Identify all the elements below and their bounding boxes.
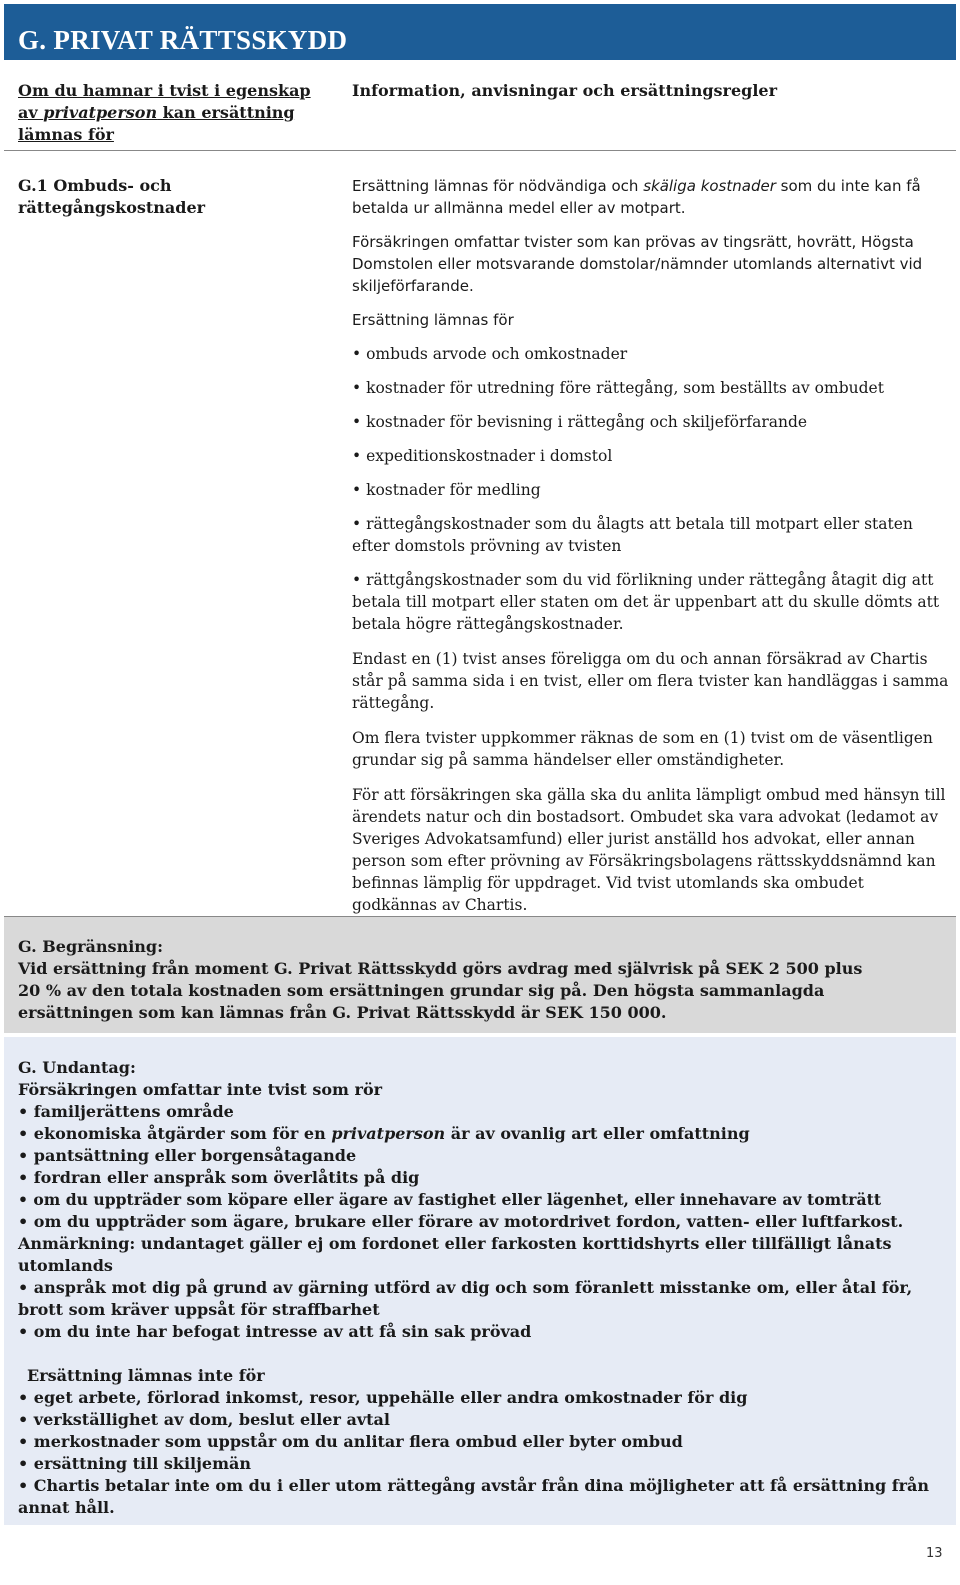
exclusion-item: • om du inte har befogat intresse av att få sin sak prövad — [18, 1322, 532, 1341]
paragraph-covered-intro: Ersättning lämnas för — [352, 311, 514, 329]
emphasis: skäliga kostnader — [643, 177, 776, 195]
list-item: • ombuds arvode och omkostnader — [352, 345, 628, 363]
not-covered-heading: Ersättning lämnas inte för — [27, 1366, 265, 1385]
not-covered-item: • verkställighet av dom, beslut eller avtal — [18, 1410, 390, 1429]
text: • ekonomiska åtgärder som för en — [18, 1124, 332, 1143]
page-number: 13 — [926, 1546, 943, 1561]
limitation-line: ersättningen som kan lämnas från G. Privat Rättsskydd är SEK 150 000. — [18, 1003, 667, 1022]
exclusion-item: • om du uppträder som köpare eller ägare av fastighet eller lägenhet, eller innehavare av tomträtt — [18, 1190, 882, 1209]
not-covered-item: • eget arbete, förlorad inkomst, resor, uppehälle eller andra omkostnader för dig — [18, 1388, 748, 1407]
paragraph-representative: För att försäkringen ska gälla ska du anlita lämpligt ombud med hänsyn till ärendets natur och din bostadsort. Ombudet ska vara advokat (ledamot av Sveriges Advokatsamfund) eller jurist anställd hos advokat, eller annan person som efter prövning av Försäkringsbolagens rättsskyddsnämnd kan befinnas lämplig för uppdraget. Vid tvist utomlands ska ombudet godkännas av Chartis. — [352, 786, 946, 914]
text: Ersättning lämnas för nödvändiga och — [352, 177, 644, 195]
section-heading — [18, 175, 278, 219]
divider-top — [4, 150, 956, 151]
exclusions-box — [4, 1037, 956, 1525]
section-heading-line: G.1 Ombuds- och — [18, 176, 172, 195]
text: som du inte kan få betalda ur allmänna medel eller av motpart. — [352, 177, 921, 217]
not-covered-item: • merkostnader som uppstår om du anlitar flera ombud eller byter ombud — [18, 1432, 683, 1451]
exclusions-intro: Försäkringen omfattar inte tvist som rör — [18, 1080, 383, 1099]
section-heading-line: rättegångskostnader — [18, 198, 206, 217]
list-item: • kostnader för medling — [352, 481, 541, 499]
spacer — [18, 1343, 956, 1365]
exclusion-item: • anspråk mot dig på grund av gärning utförd av dig och som föranlett misstanke om, eller åtal för, brott som kräver uppsåt för straffbarhet — [18, 1278, 913, 1319]
not-covered-item: • Chartis betalar inte om du i eller utom rättegång avstår från dina möjligheter att få ersättning från annat håll. — [18, 1476, 930, 1517]
intro-left-column — [18, 80, 328, 146]
list-item: • rättegångskostnader som du ålagts att betala till motpart eller staten efter domstols prövning av tvisten — [352, 515, 913, 555]
paragraph-single-dispute: Endast en (1) tvist anses föreligga om du och annan försäkrad av Chartis står på samma sida i en tvist, eller om flera tvister kan handläggas i samma rättegång. — [352, 650, 949, 712]
paragraph-costs — [352, 175, 952, 219]
emphasis: privatperson — [331, 1124, 446, 1143]
section-title-banner — [4, 4, 956, 60]
intro-left-emphasis: privatperson — [43, 103, 158, 122]
exclusion-item: • familjerättens område — [18, 1102, 234, 1121]
limitation-box — [4, 917, 956, 1033]
section-body — [352, 175, 952, 916]
text: är av ovanlig art eller omfattning — [445, 1124, 750, 1143]
list-item: • kostnader för utredning före rättegång, som beställts av ombudet — [352, 379, 884, 397]
intro-left-line: Om du hamnar i tvist i egenskap — [18, 81, 311, 100]
limitation-heading: G. Begränsning: — [18, 937, 163, 956]
exclusion-item — [18, 1123, 956, 1145]
exclusion-item: • pantsättning eller borgensåtagande — [18, 1146, 357, 1165]
not-covered-item: • ersättning till skiljemän — [18, 1454, 252, 1473]
exclusions-heading: G. Undantag: — [18, 1058, 136, 1077]
exclusion-item: • fordran eller anspråk som överlåtits på dig — [18, 1168, 420, 1187]
paragraph-scope: Försäkringen omfattar tvister som kan prövas av tingsrätt, hovrätt, Högsta Domstolen eller motsvarande domstolar/nämnder utomlands alternativt vid skiljeförfarande. — [352, 233, 923, 295]
list-item: • rättgångskostnader som du vid förlikning under rättegång åtagit dig att betala till motpart eller staten om det är uppenbart att du skulle dömts att betala högre rättegångskostnader. — [352, 571, 940, 633]
intro-left-line: lämnas för — [18, 125, 114, 144]
intro-left-line — [18, 102, 328, 124]
limitation-line: Vid ersättning från moment G. Privat Rättsskydd görs avdrag med självrisk på SEK 2 500 plus — [18, 959, 863, 978]
intro-left-text: av — [18, 103, 44, 122]
intro-left-text: kan ersättning — [157, 103, 295, 122]
limitation-line: 20 % av den totala kostnaden som ersättningen grundar sig på. Den högsta sammanlagda — [18, 981, 825, 1000]
intro-right-heading: Information, anvisningar och ersättningsregler — [352, 81, 777, 100]
list-item: • expeditionskostnader i domstol — [352, 447, 613, 465]
page-title: G. PRIVAT RÄTTSSKYDD — [18, 25, 348, 55]
exclusion-item: • om du uppträder som ägare, brukare eller förare av motordrivet fordon, vatten- eller luftfarkost. Anmärkning: undantaget gäller ej om fordonet eller farkosten korttidshyrts eller tillfälligt lånats utomlands — [18, 1212, 904, 1275]
paragraph-multiple-disputes: Om flera tvister uppkommer räknas de som en (1) tvist om de väsentligen grundar sig på samma händelser eller omständigheter. — [352, 729, 933, 769]
list-item: • kostnader för bevisning i rättegång och skiljeförfarande — [352, 413, 808, 431]
